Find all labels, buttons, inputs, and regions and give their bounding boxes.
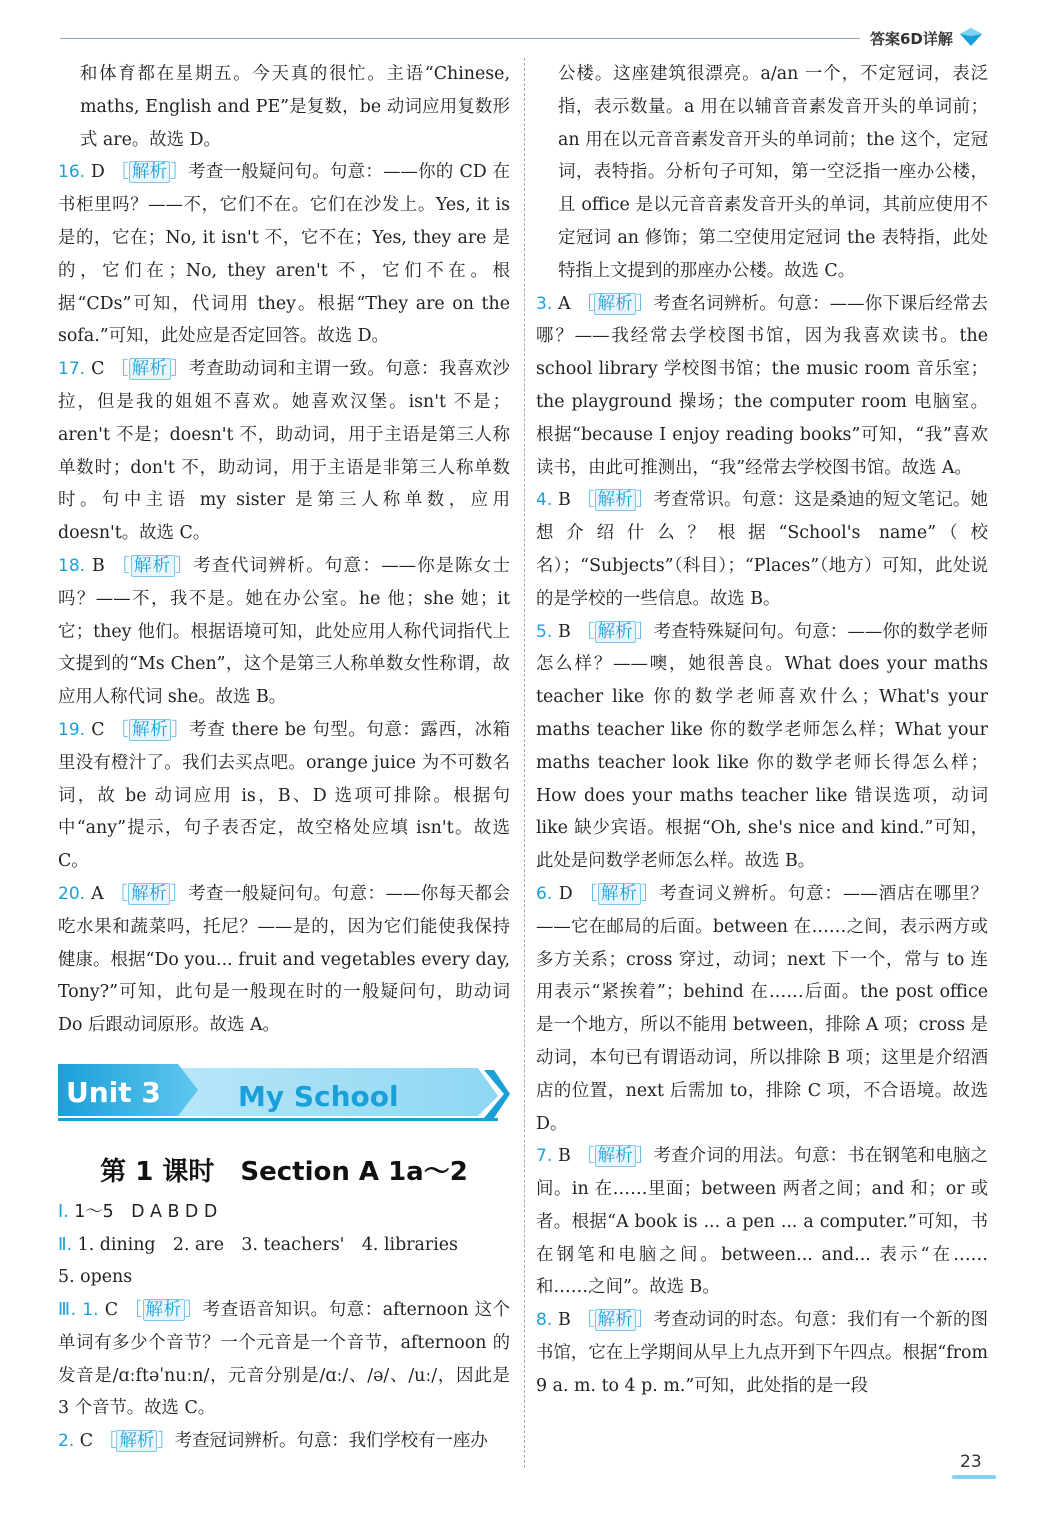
part-1-answers	[58, 1196, 510, 1229]
item-answer: D	[90, 162, 105, 183]
part-2-roman: Ⅱ.	[58, 1234, 73, 1255]
right-column	[536, 58, 988, 1403]
analysis-bracket: ［	[110, 359, 129, 380]
analysis-tag: 解析	[129, 358, 171, 380]
part-3-item-1	[58, 1294, 510, 1425]
analysis-bracket: ［	[576, 1146, 595, 1167]
item-answer: B	[558, 621, 571, 642]
part-3-roman: Ⅲ.	[58, 1300, 77, 1321]
answer-item	[58, 156, 510, 353]
item-number: 19.	[58, 719, 86, 740]
analysis-tag: 解析	[595, 489, 636, 511]
item-number: 20.	[58, 883, 86, 904]
right-answer-list	[536, 288, 988, 1403]
unit-title: My School	[238, 1079, 399, 1113]
analysis-bracket: ［	[99, 1431, 117, 1452]
unit-label: Unit 3	[66, 1075, 161, 1109]
item-explanation: 考查 there be 句型。句意：露西，冰箱里没有橙汁了。我们去买点吧。orange juice 为不可数名词，故 be 动词应用 is，B、D 选项可排除。根据句中“any”提示，句子表否定，故空格处应填 isn't。故选 C。	[58, 719, 510, 872]
analysis-bracket: ］	[635, 490, 654, 511]
item-answer: B	[558, 490, 571, 511]
item-explanation: 考查常识。句意：这是桑迪的短文笔记。她想介绍什么？根据“School's name”（校名）；“Subjects”（科目）；“Places”（地方）可知，此处说的是学校的一些信息。故选 B。	[536, 490, 988, 609]
analysis-bracket: ［	[110, 162, 129, 183]
analysis-bracket: ］	[635, 293, 654, 314]
analysis-tag: 解析	[129, 161, 170, 183]
answer-item	[536, 878, 988, 1140]
analysis-bracket: ］	[171, 719, 190, 740]
analysis-tag: 解析	[128, 883, 170, 905]
item-explanation: 考查特殊疑问句。句意：——你的数学老师怎么样？——噢，她很善良。What does your maths teacher like 你的数学老师喜欢什么；What's your maths teacher like 你的数学老师怎么样；What your maths teacher look like 你的数学老师长得怎么样；How does your maths teacher like 错误选项，动词 like 缺少宾语。根据“Oh, she's nice and kind.”可知，此处是问数学老师怎么样。故选 B。	[536, 621, 988, 872]
part-2-text: 1. dining 2. are 3. teachers' 4. libraries	[77, 1234, 458, 1255]
analysis-bracket: ［	[578, 883, 599, 904]
analysis-bracket: ［	[109, 883, 129, 904]
item-number: 18.	[58, 555, 86, 576]
item-answer: C	[91, 359, 105, 380]
left-answer-list	[58, 156, 510, 1042]
header-rule	[60, 38, 860, 39]
page-number-underline	[952, 1472, 996, 1482]
analysis-tag: 解析	[598, 883, 641, 905]
answer-item	[536, 484, 988, 615]
analysis-bracket: ［	[576, 490, 595, 511]
item-answer: D	[558, 883, 573, 904]
item-explanation: 考查一般疑问句。句意：——你的 CD 在书柜里吗？——不，它们不在。它们在沙发上。Yes, it is 是的，它在；No, it isn't 不，它不在；Yes, they are 是的，它们在；No, they aren't 不，它们不在。根据“CDs”可知，代词用 they。根据“They are on the sofa.”可知，此处应是否定回答。故选 D。	[58, 162, 510, 347]
column-divider	[524, 58, 525, 1468]
analysis-tag: 解析	[595, 621, 636, 643]
left-intro-text: 和体育都在星期五。今天真的很忙。主语“Chinese, maths, English and PE”是复数，be 动词应用复数形式 are。故选 D。	[80, 64, 510, 150]
analysis-bracket: ］	[170, 359, 189, 380]
analysis-bracket: ］	[635, 621, 654, 642]
answer-item	[536, 1304, 988, 1402]
part-3-item-2	[58, 1425, 510, 1458]
analysis-tag: 解析	[595, 1145, 636, 1167]
analysis-bracket: ［	[124, 1300, 143, 1321]
unit-banner	[58, 1056, 510, 1126]
part-2-answers-cont	[58, 1261, 510, 1294]
item-explanation: 考查冠词辨析。句意：我们学校有一座办	[174, 1431, 488, 1452]
item-number: 17.	[58, 359, 86, 380]
item-answer: C	[91, 719, 105, 740]
right-intro-text: 公楼。这座建筑很漂亮。a/an 一个，不定冠词，表泛指，表示数量。a 用在以辅音音素发音开头的单词前；an 用在以元音音素发音开头的单词前；the 这个，定冠词，表特指。分析句子可知，第一空泛指一座办公楼，且 office 是以元音音素发音开头的单词，其前应使用不定冠词 an 修饰；第二空使用定冠词 the 表特指，此处特指上文提到的那座办公楼。故选 C。	[558, 64, 988, 281]
analysis-bracket: ］	[170, 883, 189, 904]
analysis-bracket: ［	[576, 1310, 595, 1331]
item-explanation: 考查代词辨析。句意：——你是陈女士吗？——不，我不是。她在办公室。he 他；she 她；it 它；they 他们。根据语境可知，此处应用人称代词指代上文提到的“Ms Chen”，这个是第三人称单数女性称谓，故应用人称代词 she。故选 B。	[58, 555, 510, 708]
item-number: 6.	[536, 883, 553, 904]
analysis-bracket: ］	[184, 1300, 203, 1321]
item-number: 8.	[536, 1310, 553, 1331]
analysis-tag: 解析	[594, 293, 635, 315]
item-answer: A	[558, 293, 571, 314]
analysis-tag: 解析	[131, 555, 175, 577]
item-number: 3.	[536, 293, 553, 314]
part-2-answers	[58, 1229, 510, 1262]
analysis-tag: 解析	[129, 719, 171, 741]
item-answer: C	[104, 1300, 118, 1321]
item-explanation: 考查语音知识。句意：afternoon 这个单词有多少个音节？一个元音是一个音节，afternoon 的发音是/ɑːftəˈnuːn/，元音分别是/ɑː/、/ə/、/uː/，因此是 3 个音节。故选 C。	[58, 1300, 510, 1419]
part-1-text: 1～5 D A B D D	[74, 1201, 218, 1222]
gem-icon	[958, 26, 984, 48]
left-column	[58, 58, 510, 1458]
answer-item	[58, 714, 510, 878]
item-explanation: 考查名词辨析。句意：——你下课后经常去哪？——我经常去学校图书馆，因为我喜欢读书。the school library 学校图书馆；the music room 音乐室；the playground 操场；the computer room 电脑室。根据“because I enjoy reading books”可知，“我”喜欢读书，由此可推测出，“我”经常去学校图书馆。故选 A。	[536, 293, 988, 478]
item-number: 16.	[58, 162, 86, 183]
part-1-roman: Ⅰ.	[58, 1201, 69, 1222]
analysis-bracket: ］	[157, 1431, 175, 1452]
item-explanation: 考查词义辨析。句意：——酒店在哪里？——它在邮局的后面。between 在……之间，表示两方或多方关系；cross 穿过，动词；next 下一个，常与 to 连用表示“紧挨着”；behind 在……后面。the post office 是一个地方，所以不能用 between，排除 A 项；cross 是动词，本句已有谓语动词，所以排除 B 项；这里是介绍酒店的位置，next 后需加 to，排除 C 项，不合语境。故选 D。	[536, 883, 988, 1134]
answer-item	[58, 878, 510, 1042]
page-number: 23	[960, 1452, 982, 1472]
answer-item	[536, 1140, 988, 1304]
item-answer: C	[79, 1431, 94, 1452]
part-2-text2: 5. opens	[58, 1267, 133, 1288]
item-explanation: 考查一般疑问句。句意：——你每天都会吃水果和蔬菜吗，托尼？——是的，因为它们能使我保持健康。根据“Do you... fruit and vegetables every day, Tony?”可知，此句是一般现在时的一般疑问句，助动词 Do 后跟动词原形。故选 A。	[58, 883, 510, 1036]
analysis-bracket: ］	[174, 555, 194, 576]
item-answer: B	[91, 555, 105, 576]
item-answer: B	[558, 1146, 571, 1167]
item-number: 1.	[82, 1300, 99, 1321]
analysis-bracket: ［	[110, 555, 131, 576]
item-explanation: 考查助动词和主谓一致。句意：我喜欢沙拉，但是我的姐姐不喜欢。她喜欢汉堡。isn't 不是；aren't 不是；doesn't 不，助动词，用于主语是第三人称单数时；don't 不，助动词，用于主语是非第三人称单数时。句中主语 my sister 是第三人称单数，应用 doesn't。故选 C。	[58, 359, 510, 544]
item-number: 4.	[536, 490, 553, 511]
item-explanation: 考查介词的用法。句意：书在钢笔和电脑之间。in 在……里面；between 两者之间；and 和；or 或者。根据“A book is ... a pen ... a computer.”可知，书在钢笔和电脑之间。between... and... 表示“在……和……之间”。故选 B。	[536, 1146, 988, 1298]
item-number: 2.	[58, 1431, 75, 1452]
analysis-tag: 解析	[116, 1430, 157, 1452]
item-number: 7.	[536, 1146, 553, 1167]
answer-item	[58, 353, 510, 550]
analysis-bracket: ］	[635, 1146, 654, 1167]
analysis-bracket: ［	[576, 293, 595, 314]
item-number: 5.	[536, 621, 553, 642]
item-answer: A	[91, 883, 104, 904]
answer-item	[536, 616, 988, 878]
section-title: 第 1 课时 Section A 1a～2	[100, 1156, 468, 1187]
item-explanation: 考查动词的时态。句意：我们有一个新的图书馆，它在上学期间从早上九点开到下午四点。根据“from 9 a. m. to 4 p. m.”可知，此处指的是一段	[536, 1310, 988, 1396]
analysis-bracket: ］	[170, 162, 189, 183]
header-title: 答案6D详解	[870, 30, 953, 48]
answer-item	[536, 288, 988, 485]
analysis-bracket: ［	[110, 719, 130, 740]
answer-item	[58, 550, 510, 714]
analysis-bracket: ］	[635, 1310, 654, 1331]
analysis-tag: 解析	[143, 1299, 185, 1321]
analysis-tag: 解析	[595, 1309, 636, 1331]
item-answer: B	[558, 1310, 571, 1331]
analysis-bracket: ］	[640, 883, 660, 904]
analysis-bracket: ［	[576, 621, 595, 642]
